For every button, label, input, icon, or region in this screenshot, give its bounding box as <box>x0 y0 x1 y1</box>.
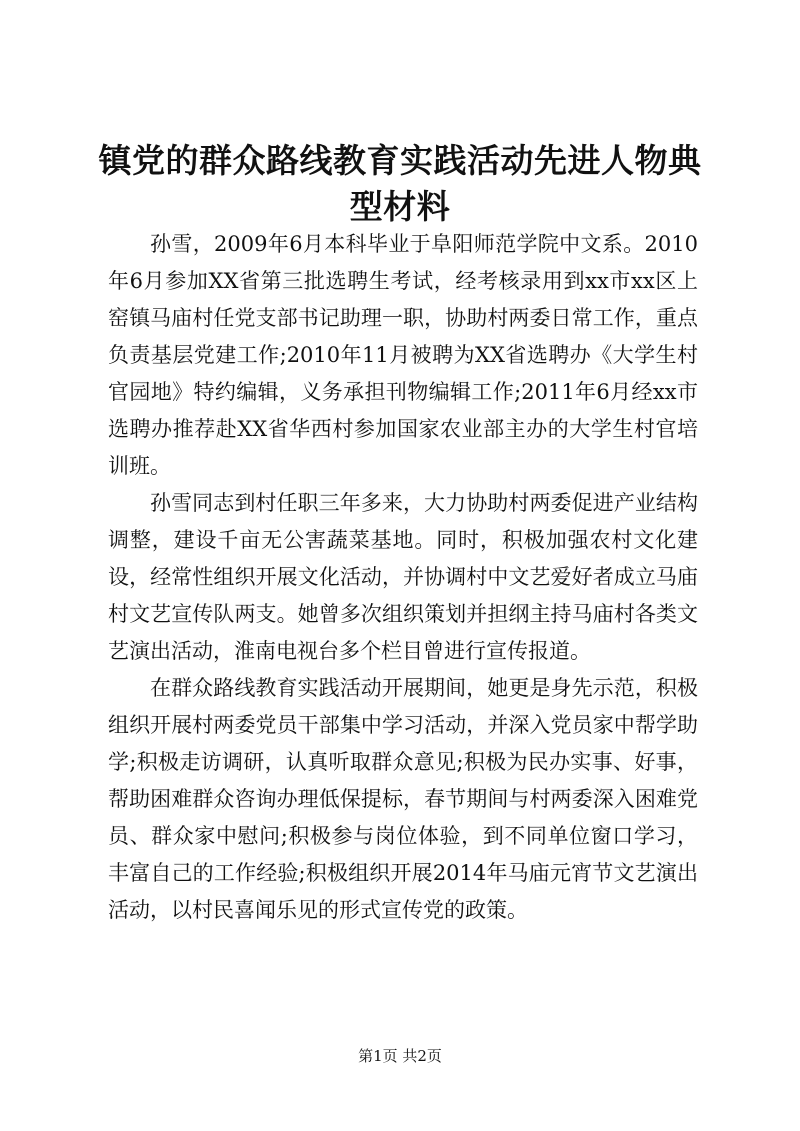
page-footer: 第1页 共2页 <box>358 1047 442 1065</box>
paragraph-3: 在群众路线教育实践活动开展期间，她更是身先示范，积极组织开展村两委党员干部集中学习活动，并深入党员家中帮学助学;积极走访调研，认真听取群众意见;积极为民办实事、好事，帮助困难群众咨询办理低保提标，春节期间与村两委深入困难党员、群众家中慰问;积极参与岗位体验，到不同单位窗口学习，丰富自己的工作经验;积极组织开展2014年马庙元宵节文艺演出活动，以村民喜闻乐见的形式宣传党的政策。 <box>108 676 698 922</box>
paragraph-2: 孙雪同志到村任职三年多来，大力协助村两委促进产业结构调整，建设千亩无公害蔬菜基地。同时，积极加强农村文化建设，经常性组织开展文化活动，并协调村中文艺爱好者成立马庙村文艺宣传队两支。她曾多次组织策划并担纲主持马庙村各类文艺演出活动，淮南电视台多个栏目曾进行宣传报道。 <box>108 491 698 663</box>
document-body <box>108 226 698 929</box>
document-title: 镇党的群众路线教育实践活动先进人物典型材料 <box>98 141 702 226</box>
paragraph-1: 孙雪，2009年6月本科毕业于阜阳师范学院中文系。2010年6月参加XX省第三批选聘生考试，经考核录用到xx市xx区上窑镇马庙村任党支部书记助理一职，协助村两委日常工作，重点负责基层党建工作;2010年11月被聘为XX省选聘办《大学生村官园地》特约编辑，义务承担刊物编辑工作;2011年6月经xx市选聘办推荐赴XX省华西村参加国家农业部主办的大学生村官培训班。 <box>108 232 698 478</box>
